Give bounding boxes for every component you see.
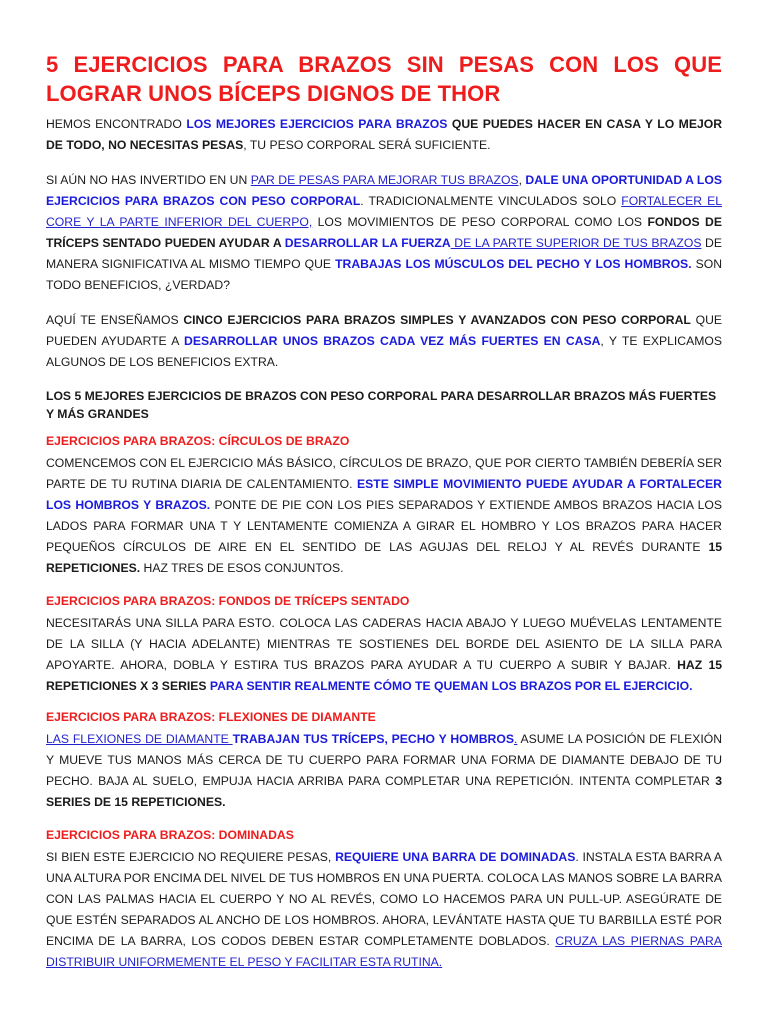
section-subheading: LOS 5 MEJORES EJERCICIOS DE BRAZOS CON PESO CORPORAL PARA DESARROLLAR BRAZOS MÁS FUERTES Y MÁS GRANDES — [46, 389, 717, 421]
p2-text-6: SON TODO BENEFICIOS, ¿VERDAD? — [46, 257, 722, 292]
s3-text-1: ASUME LA POSICIÓN DE FLEXIÓN Y MUEVE TUS MANOS MÁS CERCA DE TU CUERPO PARA FORMAR UNA FORMA DE DIAMANTE DEBAJO DE TU PECHO. BAJA AL SUELO, EMPUJA HACIA ARRIBA PARA COMPLETAR UNA REPETICIÓN. INTENTA COMPLETAR — [46, 732, 722, 788]
section-3-body — [46, 729, 722, 813]
intro-highlight: LOS MEJORES EJERCICIOS PARA BRAZOS — [186, 117, 448, 131]
link-period[interactable]: . — [513, 732, 518, 746]
p3-text-3: , Y TE EXPLICAMOS ALGUNOS DE LOS BENEFICIOS EXTRA. — [46, 334, 722, 369]
intro-text-end: , TU PESO CORPORAL SERÁ SUFICIENTE. — [243, 138, 491, 152]
link-cruza-piernas[interactable]: CRUZA LAS PIERNAS PARA DISTRIBUIR UNIFORMEMENTE EL PESO Y FACILITAR ESTA RUTINA. — [46, 934, 722, 969]
s1-text-3: HAZ TRES DE ESOS CONJUNTOS. — [140, 561, 344, 575]
section-2-body — [46, 613, 722, 697]
paragraph-2 — [46, 170, 722, 296]
page-title: 5 EJERCICIOS PARA BRAZOS SIN PESAS CON LOS QUE LOGRAR UNOS BÍCEPS DIGNOS DE THOR — [46, 52, 722, 106]
s3-highlight: TRABAJAN TUS TRÍCEPS, PECHO Y HOMBROS — [232, 732, 514, 746]
link-fortalecer-core[interactable]: FORTALECER EL CORE Y LA PARTE INFERIOR DEL CUERPO, — [46, 194, 722, 229]
s1-text-1: COMENCEMOS CON EL EJERCICIO MÁS BÁSICO, CÍRCULOS DE BRAZO, QUE POR CIERTO TAMBIÉN DEBERÍA SER PARTE DE TU RUTINA DIARIA DE CALENTAMIENTO. — [46, 456, 722, 491]
s3-bold: 3 SERIES DE 15 REPETICIONES. — [46, 774, 722, 809]
p2-highlight-1: DALE UNA OPORTUNIDAD A LOS EJERCICIOS PARA BRAZOS CON PESO CORPORAL — [46, 173, 722, 208]
link-flexiones-diamante[interactable]: LAS FLEXIONES DE DIAMANTE — [46, 732, 233, 746]
p2-highlight-3: TRABAJAS LOS MÚSCULOS DEL PECHO Y LOS HOMBROS. — [335, 257, 692, 271]
p3-text-1: AQUÍ TE ENSEÑAMOS — [46, 313, 184, 327]
p2-highlight-2: DESARROLLAR LA FUERZA — [284, 236, 451, 250]
section-1-body — [46, 453, 722, 579]
intro-text: HEMOS ENCONTRADO — [46, 117, 187, 131]
p2-text-2: , — [518, 173, 526, 187]
s1-text-2: PONTE DE PIE CON LOS PIES SEPARADOS Y EXTIENDE AMBOS BRAZOS HACIA LOS LADOS PARA FORMAR UNA T Y LENTAMENTE COMIENZA A GIRAR EL HOMBRO Y LOS BRAZOS PARA HACER PEQUEÑOS CÍRCULOS DE AIRE EN EL SENTIDO DE LAS AGUJAS DEL RELOJ Y AL REVÉS DURANTE — [46, 498, 723, 554]
link-parte-superior[interactable]: DE LA PARTE SUPERIOR DE TUS BRAZOS — [450, 236, 702, 250]
section-heading-flexiones: EJERCICIOS PARA BRAZOS: FLEXIONES DE DIAMANTE — [46, 710, 376, 724]
p3-text-2: QUE PUEDEN AYUDARTE A — [46, 313, 723, 348]
p3-bold-1: CINCO EJERCICIOS PARA BRAZOS SIMPLES Y AVANZADOS CON PESO CORPORAL — [183, 313, 691, 327]
p2-text-1: SI AÚN NO HAS INVERTIDO EN UN — [46, 173, 251, 187]
p2-bold-1: FONDOS DE TRÍCEPS SENTADO PUEDEN AYUDAR A — [46, 215, 722, 250]
section-heading-fondos: EJERCICIOS PARA BRAZOS: FONDOS DE TRÍCEPS SENTADO — [46, 594, 410, 608]
s2-bold: HAZ 15 REPETICIONES X 3 SERIES — [46, 658, 722, 693]
section-4-body — [46, 847, 722, 973]
intro-bold: QUE PUEDES HACER EN CASA Y LO MEJOR DE TODO, NO NECESITAS PESAS — [46, 117, 723, 152]
p2-text-3: . TRADICIONALMENTE VINCULADOS SOLO — [360, 194, 622, 208]
p3-highlight-1: DESARROLLAR UNOS BRAZOS CADA VEZ MÁS FUERTES EN CASA — [184, 334, 601, 348]
s4-text-2: . INSTALA ESTA BARRA A UNA ALTURA POR ENCIMA DEL NIVEL DE TUS HOMBROS EN UNA PUERTA. COLOCA LAS MANOS SOBRE LA BARRA CON LAS PALMAS HACIA EL CUERPO Y NO AL REVÉS, COMO LO HACEMOS PARA UN PULL-UP. ASEGÚRATE DE QUE ESTÉN SEPARADOS AL ANCHO DE LOS HOMBROS. AHORA, LEVÁNTATE HASTA QUE TU BARBILLA ESTÉ POR ENCIMA DE LA BARRA, LOS CODOS DEBEN ESTAR COMPLETAMENTE DOBLADOS. — [46, 850, 722, 948]
s1-highlight: ESTE SIMPLE MOVIMIENTO PUEDE AYUDAR A FORTALECER LOS HOMBROS Y BRAZOS. — [46, 477, 722, 512]
section-heading-circulos: EJERCICIOS PARA BRAZOS: CÍRCULOS DE BRAZO — [46, 434, 350, 448]
link-par-de-pesas[interactable]: PAR DE PESAS PARA MEJORAR TUS BRAZOS — [250, 173, 519, 187]
intro-paragraph — [46, 114, 722, 156]
paragraph-3 — [46, 310, 722, 373]
s2-text-1: NECESITARÁS UNA SILLA PARA ESTO. COLOCA LAS CADERAS HACIA ABAJO Y LUEGO MUÉVELAS LENTAMENTE DE LA SILLA (Y HACIA ADELANTE) MIENTRAS TE SOSTIENES DEL BORDE DEL ASIENTO DE LA SILLA PARA APOYARTE. AHORA, DOBLA Y ESTIRA TUS BRAZOS PARA AYUDAR A TU CUERPO A SUBIR Y BAJAR. — [46, 616, 722, 672]
s4-text-1: SI BIEN ESTE EJERCICIO NO REQUIERE PESAS, — [46, 850, 336, 864]
p2-text-4: LOS MOVIMIENTOS DE PESO CORPORAL COMO LOS — [312, 215, 648, 229]
s2-highlight: PARA SENTIR REALMENTE CÓMO TE QUEMAN LOS BRAZOS POR EL EJERCICIO. — [206, 679, 693, 693]
section-heading-dominadas: EJERCICIOS PARA BRAZOS: DOMINADAS — [46, 828, 294, 842]
s4-highlight: REQUIERE UNA BARRA DE DOMINADAS — [335, 850, 576, 864]
p2-text-5: DE MANERA SIGNIFICATIVA AL MISMO TIEMPO QUE — [46, 236, 722, 271]
s1-bold: 15 REPETICIONES. — [46, 540, 722, 575]
